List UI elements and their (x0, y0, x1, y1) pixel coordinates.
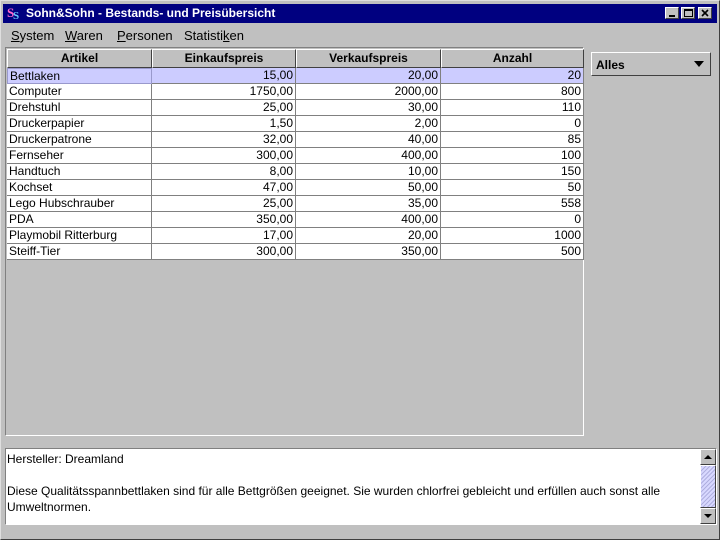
minimize-button[interactable] (665, 7, 679, 19)
arrow-up-icon (701, 450, 715, 464)
table-cell[interactable]: 300,00 (152, 148, 296, 164)
close-button[interactable] (698, 7, 712, 19)
table-cell[interactable]: 1,50 (152, 116, 296, 132)
table-cell[interactable]: 300,00 (152, 244, 296, 260)
table-cell[interactable]: Druckerpatrone (7, 132, 152, 148)
table-cell[interactable]: 15,00 (152, 68, 296, 84)
menu-system[interactable]: System (11, 28, 55, 43)
table-cell[interactable]: 350,00 (152, 212, 296, 228)
table-cell[interactable]: 400,00 (296, 148, 441, 164)
table-cell[interactable]: 40,00 (296, 132, 441, 148)
category-filter-dropdown[interactable] (591, 52, 711, 76)
column-header-einkaufspreis[interactable]: Einkaufspreis (152, 49, 296, 68)
vertical-scrollbar[interactable] (700, 449, 716, 524)
column-header-verkaufspreis[interactable]: Verkaufspreis (296, 49, 441, 68)
table-cell[interactable]: 50 (441, 180, 584, 196)
table-cell[interactable]: 8,00 (152, 164, 296, 180)
menu-bar (3, 25, 717, 45)
table-cell[interactable]: Kochset (7, 180, 152, 196)
description-line: Hersteller: Dreamland (7, 452, 124, 466)
table-cell[interactable]: Playmobil Ritterburg (7, 228, 152, 244)
table-cell[interactable]: 0 (441, 116, 584, 132)
table-cell[interactable]: Fernseher (7, 148, 152, 164)
table-cell[interactable]: 0 (441, 212, 584, 228)
table-cell[interactable]: Drehstuhl (7, 100, 152, 116)
table-row[interactable] (7, 132, 584, 148)
table-cell[interactable]: Handtuch (7, 164, 152, 180)
scroll-down-button[interactable] (700, 508, 716, 524)
arrow-down-icon (701, 509, 715, 523)
minimize-icon (666, 8, 678, 18)
table-cell[interactable]: 85 (441, 132, 584, 148)
article-description-area[interactable] (5, 448, 717, 525)
category-filter-value: Alles (596, 58, 625, 72)
table-cell[interactable]: Bettlaken (7, 68, 152, 84)
table-cell[interactable]: 500 (441, 244, 584, 260)
table-row[interactable] (7, 68, 584, 84)
table-cell[interactable]: PDA (7, 212, 152, 228)
svg-text:S: S (7, 5, 15, 20)
table-cell[interactable]: 20,00 (296, 228, 441, 244)
table-cell[interactable]: Lego Hubschrauber (7, 196, 152, 212)
table-cell[interactable]: 110 (441, 100, 584, 116)
table-cell[interactable]: 400,00 (296, 212, 441, 228)
table-cell[interactable]: 25,00 (152, 100, 296, 116)
table-row[interactable] (7, 148, 584, 164)
table-cell[interactable]: 47,00 (152, 180, 296, 196)
window-title: Sohn&Sohn - Bestands- und Preisübersicht (26, 6, 276, 20)
column-header-artikel[interactable]: Artikel (7, 49, 152, 68)
table-row[interactable] (7, 164, 584, 180)
table-cell[interactable]: 17,00 (152, 228, 296, 244)
table-row[interactable] (7, 228, 584, 244)
table-cell[interactable]: 1750,00 (152, 84, 296, 100)
table-cell[interactable]: 35,00 (296, 196, 441, 212)
table-cell[interactable]: 20,00 (296, 68, 441, 84)
menu-personen[interactable]: Personen (117, 28, 173, 43)
table-cell[interactable]: 10,00 (296, 164, 441, 180)
close-icon (699, 8, 711, 18)
table-cell[interactable]: 50,00 (296, 180, 441, 196)
table-cell[interactable]: 150 (441, 164, 584, 180)
table-cell[interactable]: 800 (441, 84, 584, 100)
table-cell[interactable]: 1000 (441, 228, 584, 244)
table-row[interactable] (7, 212, 584, 228)
svg-text:S: S (13, 10, 20, 21)
maximize-button[interactable] (681, 7, 695, 19)
table-cell[interactable]: 2000,00 (296, 84, 441, 100)
table-cell[interactable]: 558 (441, 196, 584, 212)
table-row[interactable] (7, 100, 584, 116)
table-cell[interactable]: 2,00 (296, 116, 441, 132)
chevron-down-icon (694, 61, 704, 67)
table-row[interactable] (7, 116, 584, 132)
table-row[interactable] (7, 196, 584, 212)
table-cell[interactable]: Computer (7, 84, 152, 100)
table-cell[interactable]: Steiff-Tier (7, 244, 152, 260)
article-table[interactable] (5, 47, 584, 436)
table-cell[interactable]: 100 (441, 148, 584, 164)
table-cell[interactable]: 30,00 (296, 100, 441, 116)
title-bar[interactable] (3, 4, 717, 23)
table-row[interactable] (7, 84, 584, 100)
menu-waren[interactable]: Waren (65, 28, 103, 43)
description-line (7, 467, 697, 483)
scrollbar-thumb[interactable] (700, 465, 716, 508)
table-cell[interactable]: 20 (441, 68, 584, 84)
table-row[interactable] (7, 180, 584, 196)
description-line: Umweltnormen. (7, 500, 92, 514)
table-cell[interactable]: 350,00 (296, 244, 441, 260)
table-cell[interactable]: 32,00 (152, 132, 296, 148)
column-header-anzahl[interactable]: Anzahl (441, 49, 584, 68)
app-logo-icon (6, 5, 22, 21)
scroll-up-button[interactable] (700, 449, 716, 465)
table-cell[interactable]: 25,00 (152, 196, 296, 212)
table-cell[interactable]: Druckerpapier (7, 116, 152, 132)
article-description-text (7, 451, 697, 515)
maximize-icon (682, 8, 694, 18)
table-row[interactable] (7, 244, 584, 260)
description-line: Diese Qualitätsspannbettlaken sind für alle Bettgrößen geeignet. Sie wurden chlorfrei gebleicht und erfüllen auch sonst alle (7, 484, 661, 498)
menu-statistiken[interactable]: Statistiken (184, 28, 244, 43)
